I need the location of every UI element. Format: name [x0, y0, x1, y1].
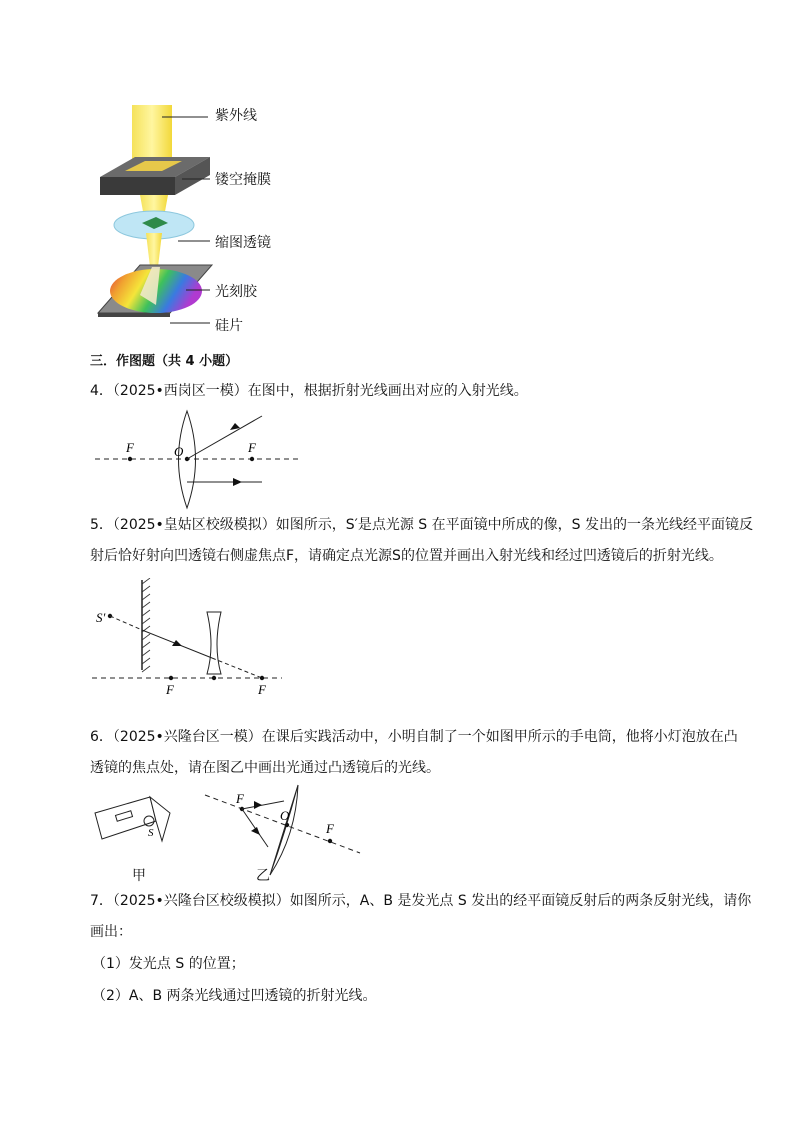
question-5-line-2: 射后恰好射向凹透镜右侧虚焦点F，请确定点光源S的位置并画出入射光线和经过凹透镜后的折射光线。: [90, 548, 723, 564]
question-7-sub-2: （2）A、B 两条光线通过凹透镜的折射光线。: [92, 988, 377, 1004]
image-point-label: S′: [96, 610, 106, 625]
question-6-line-1: 6．（2025•兴隆台区一模）在课后实践活动中，小明自制了一个如图甲所示的手电筒，他将小灯泡放在凸: [90, 729, 738, 745]
principal-axis: [205, 795, 360, 853]
question-5-line-1: 5．（2025•皇姑区校级模拟）如图所示，S′是点光源 S 在平面镜中所成的像，S 发出的一条光线经平面镜反: [90, 517, 753, 533]
figure-yi-caption: 乙: [256, 868, 270, 884]
uv-beam: [132, 105, 172, 165]
lens-label: 缩图透镜: [215, 235, 271, 251]
question-7-line-2: 画出：: [90, 924, 132, 940]
focus-label-right: F: [258, 682, 266, 697]
question-6-line-2: 透镜的焦点处，请在图乙中画出光通过凸透镜后的光线。: [90, 760, 440, 776]
incident-ray-1: [242, 801, 284, 809]
question-7-line-1: 7．（2025•兴隆台区校级模拟）如图所示，A、B 是发光点 S 发出的经平面镜反射后的两条反射光线，请你: [90, 893, 752, 909]
question-7-sub-1: （1）发光点 S 的位置；: [92, 956, 245, 972]
question-4-line-1: 4．（2025•西岗区一模）在图中，根据折射光线画出对应的入射光线。: [90, 383, 528, 399]
focus-label-left: F: [166, 682, 174, 697]
focus-label-left: F: [236, 791, 244, 806]
convex-lens: [270, 785, 298, 875]
photoresist-label: 光刻胶: [215, 284, 257, 300]
mask-label: 镂空掩膜: [215, 172, 271, 188]
optical-center-label: O: [280, 808, 290, 823]
uv-label: 紫外线: [215, 108, 257, 124]
focus-label-right: F: [248, 440, 256, 455]
wafer-label: 硅片: [215, 318, 243, 334]
lithography-diagram: [90, 95, 320, 345]
focus-label-right: F: [326, 821, 334, 836]
section-title: 三．作图题（共 4 小题）: [90, 354, 239, 369]
lithography-figure: [90, 95, 320, 345]
focus-label-left: F: [126, 440, 134, 455]
optical-center-label: O: [174, 444, 184, 459]
flashlight: [95, 797, 170, 841]
question-5-figure: [90, 578, 300, 698]
concave-lens: [207, 612, 221, 674]
incident-ray-2: [242, 809, 268, 847]
figure-jia-caption: 甲: [132, 868, 146, 884]
bulb-label: S: [148, 827, 154, 839]
question-4-figure: [90, 408, 310, 518]
